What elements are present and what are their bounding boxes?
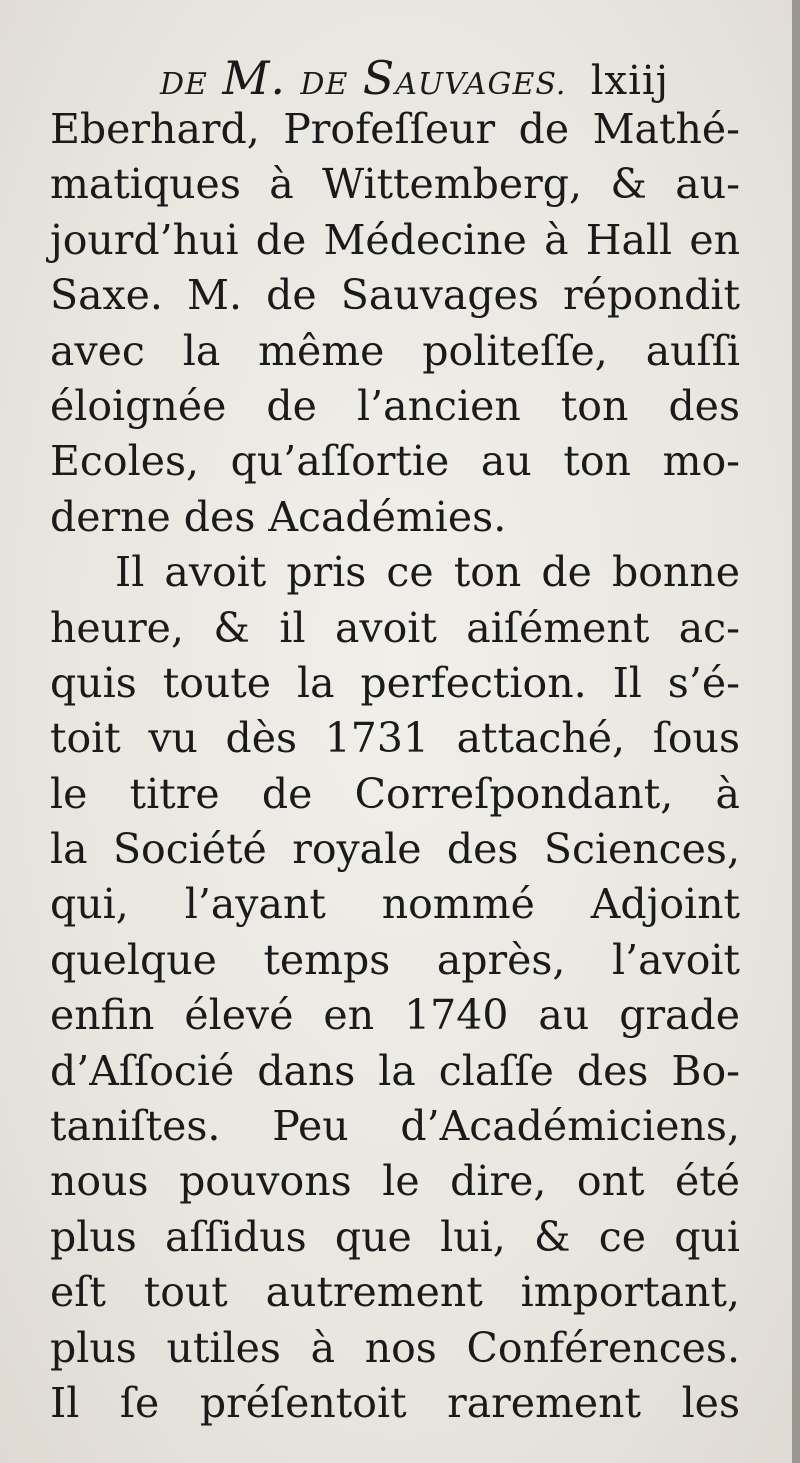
text-line: plus aſſidus que lui, & ce qui bbox=[50, 1212, 740, 1261]
text-line: heure, & il avoit aiſément ac- bbox=[50, 603, 740, 652]
text-line: Il avoit pris ce ton de bonne bbox=[115, 548, 740, 597]
page-edge bbox=[792, 0, 800, 1463]
text-line: quelque temps après, l’avoit bbox=[50, 935, 740, 984]
text-line: le titre de Correſpondant, à bbox=[50, 769, 740, 818]
text-line: éloignée de l’ancien ton des bbox=[50, 381, 740, 430]
text-line: toit vu dès 1731 attaché, ſous bbox=[50, 714, 740, 763]
text-line: avec la même politeſſe, auſſi bbox=[50, 326, 740, 375]
text-line: nous pouvons le dire, ont été bbox=[50, 1157, 740, 1206]
text-line: Eberhard, Profeſſeur de Mathé- bbox=[50, 105, 740, 153]
header-surname-rest: AUVAGES. bbox=[395, 67, 567, 102]
text-line: Saxe. M. de Sauvages répondit bbox=[50, 271, 740, 320]
text-line: jourd’hui de Médecine à Hall en bbox=[50, 215, 740, 264]
body-text bbox=[50, 102, 740, 1431]
text-line: taniſtes. Peu d’Académiciens, bbox=[50, 1102, 740, 1151]
text-line: qui, l’ayant nommé Adjoint bbox=[50, 880, 740, 929]
header-surname-initial: S bbox=[362, 51, 396, 105]
text-line: la Société royale des Sciences, bbox=[50, 825, 740, 874]
text-line: derne des Académies. bbox=[50, 492, 507, 541]
header-mid: DE bbox=[300, 67, 349, 102]
running-header bbox=[160, 48, 750, 108]
header-name: M. bbox=[222, 51, 287, 105]
page-number: lxiij bbox=[590, 58, 670, 104]
text-line: plus utiles à nos Conférences. bbox=[50, 1323, 740, 1372]
text-line: matiques à Wittemberg, & au- bbox=[50, 160, 740, 209]
text-line: enfin élevé en 1740 au grade bbox=[50, 991, 740, 1040]
text-line: eſt tout autrement important, bbox=[50, 1268, 740, 1317]
text-line: Il ſe préſentoit rarement les bbox=[50, 1378, 740, 1427]
header-prefix: DE bbox=[160, 67, 208, 102]
text-line: d’Aſſocié dans la claſſe des Bo- bbox=[50, 1046, 740, 1095]
text-line: quis toute la perfection. Il s’é- bbox=[50, 658, 740, 707]
text-line: Ecoles, qu’aſſortie au ton mo- bbox=[50, 437, 740, 486]
